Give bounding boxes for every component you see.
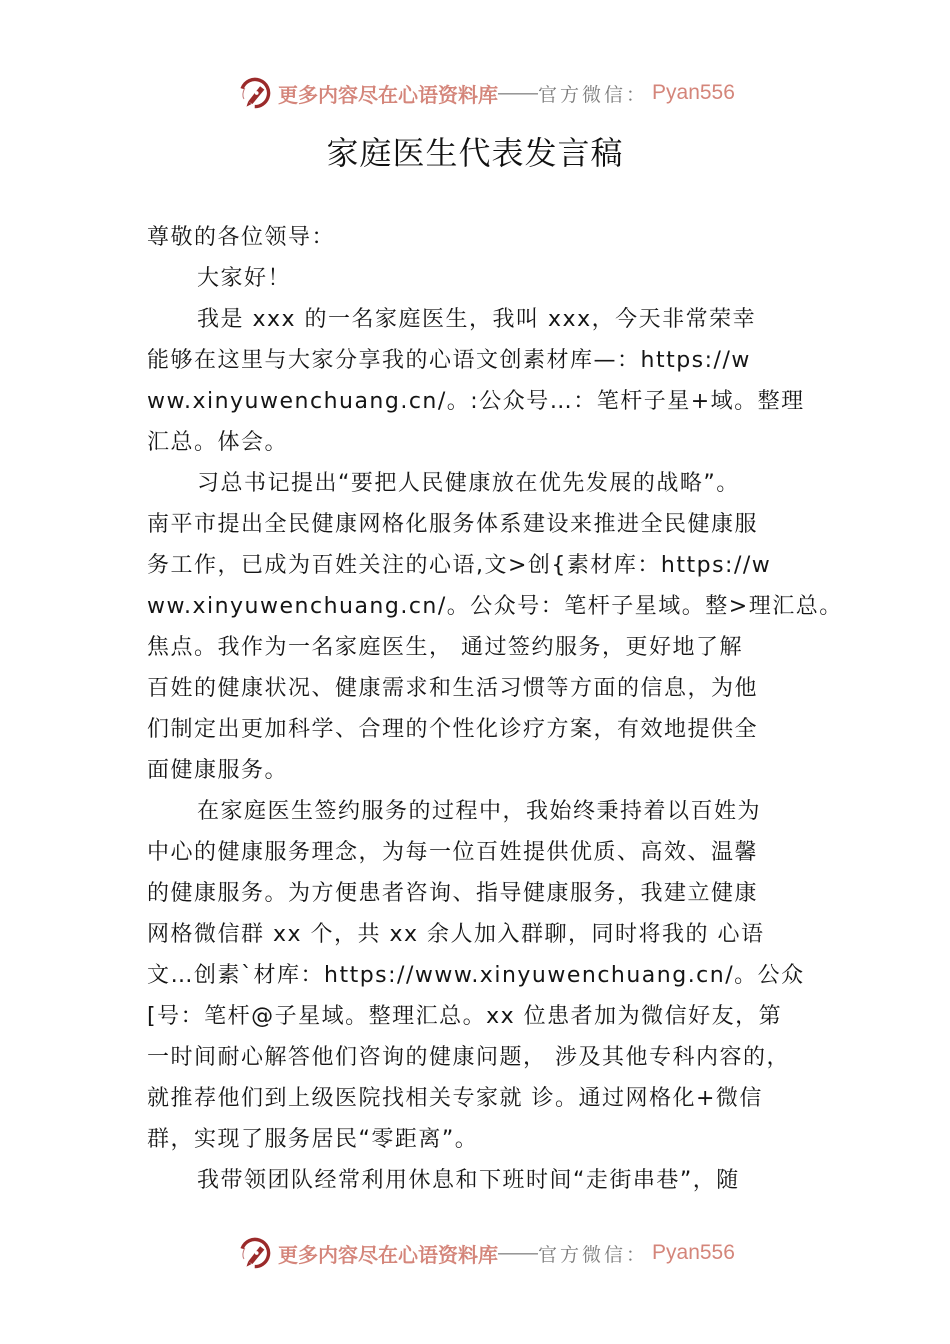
paragraph-line: ww.xinyuwenchuang.cn/。公众号：笔杆子星域。整>理汇总。 xyxy=(147,594,843,619)
paragraph-line: 我带领团队经常利用休息和下班时间“走街串巷”，随 xyxy=(197,1168,740,1193)
paragraph-line: 们制定出更加科学、合理的个性化诊疗方案，有效地提供全 xyxy=(147,717,759,742)
paragraph-line: 网格微信群 xx 个，共 xx 余人加入群聊，同时将我的 心语 xyxy=(147,922,765,947)
paragraph-line: 就推荐他们到上级医院找相关专家就 诊。通过网格化+微信 xyxy=(147,1086,763,1111)
paragraph-line: 百姓的健康状况、健康需求和生活习惯等方面的信息，为他 xyxy=(147,676,759,701)
pen-nib-logo-icon xyxy=(238,1236,272,1270)
banner-dash: — xyxy=(498,1241,518,1264)
document-title: 家庭医生代表发言稿 xyxy=(326,134,624,172)
paragraph-line: 焦点。我作为一名家庭医生， 通过签约服务，更好地了解 xyxy=(147,635,743,660)
paragraph-line: 文…创素`材库：https://www.xinyuwenchuang.cn/。公众 xyxy=(147,963,805,988)
paragraph-line: 习总书记提出“要把人民健康放在优先发展的战略”。 xyxy=(197,471,740,496)
wechat-label: 官方微信： xyxy=(538,83,649,106)
header-banner xyxy=(238,73,735,113)
paragraph-line: 汇总。体会。 xyxy=(147,430,289,455)
footer-banner xyxy=(238,1233,735,1273)
paragraph-line: 面健康服务。 xyxy=(147,758,289,783)
paragraph-line: 的健康服务。为方便患者咨询、指导健康服务，我建立健康 xyxy=(147,881,759,906)
paragraph-line: 我是 xxx 的一名家庭医生，我叫 xxx，今天非常荣幸 xyxy=(197,307,757,332)
paragraph-line: [号：笔杆@子星域。整理汇总。xx 位患者加为微信好友，第 xyxy=(147,1004,783,1029)
greeting-line: 大家好！ xyxy=(197,266,292,291)
banner-dash: — xyxy=(498,81,518,104)
banner-dash-2: — xyxy=(518,1241,538,1264)
paragraph-line: ww.xinyuwenchuang.cn/。:公众号…：笔杆子星+域。整理 xyxy=(147,389,805,414)
paragraph-line: 在家庭医生签约服务的过程中，我始终秉持着以百姓为 xyxy=(197,799,762,824)
promo-text: 更多内容尽在心语资料库 xyxy=(278,82,498,107)
paragraph-line: 群，实现了服务居民“零距离”。 xyxy=(147,1127,479,1152)
banner-dash-2: — xyxy=(518,81,538,104)
paragraph-line: 中心的健康服务理念，为每一位百姓提供优质、高效、温馨 xyxy=(147,840,759,865)
wechat-label: 官方微信： xyxy=(538,1243,649,1266)
pen-nib-logo-icon xyxy=(238,76,272,110)
paragraph-line: 能够在这里与大家分享我的心语文创素材库—：https://w xyxy=(147,348,751,373)
salutation-line: 尊敬的各位领导： xyxy=(147,225,336,250)
promo-text: 更多内容尽在心语资料库 xyxy=(278,1242,498,1267)
paragraph-line: 务工作，已成为百姓关注的心语,文>创{素材库：https://w xyxy=(147,553,772,578)
wechat-id: Pyan556 xyxy=(652,81,735,104)
document-body xyxy=(147,217,847,1201)
paragraph-line: 南平市提出全民健康网格化服务体系建设来推进全民健康服 xyxy=(147,512,759,537)
paragraph-line: 一时间耐心解答他们咨询的健康问题， 涉及其他专科内容的， xyxy=(147,1045,790,1070)
wechat-id: Pyan556 xyxy=(652,1241,735,1264)
